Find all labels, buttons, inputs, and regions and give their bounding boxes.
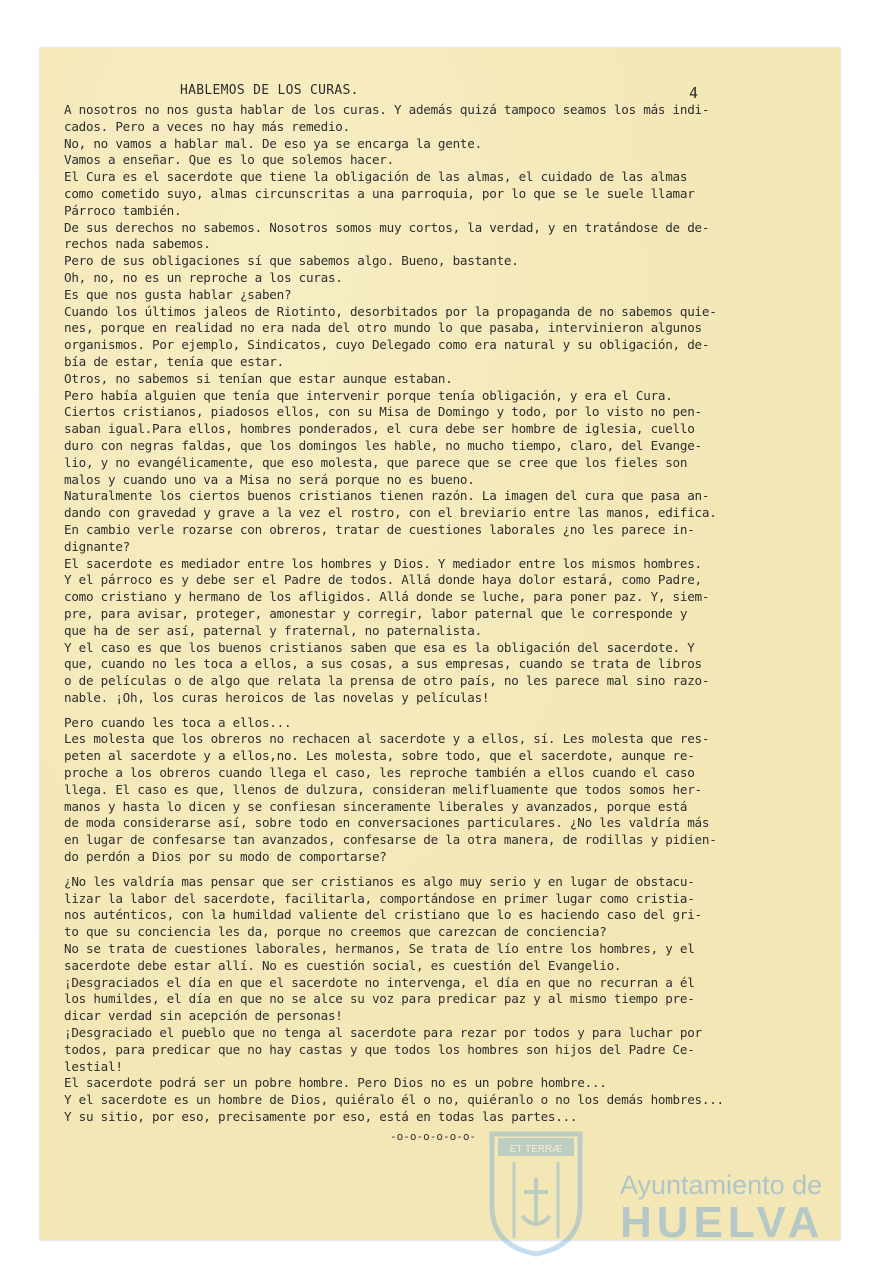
text-line: bía de estar, tenía que estar.	[64, 353, 284, 369]
text-line: El Cura es el sacerdote que tiene la obligación de las almas, el cuidado de las almas	[64, 169, 688, 185]
text-line: de moda considerarse así, sobre todo en conversaciones particulares. ¿No les valdría más	[64, 815, 710, 831]
document-title: HABLEMOS DE LOS CURAS.	[180, 83, 359, 98]
text-line: saban igual.Para ellos, hombres ponderados, el cura debe ser hombre de iglesia, cuello	[64, 421, 695, 437]
text-line: ¡Desgraciados el día en que el sacerdote no intervenga, el día en que no recurran a él	[64, 974, 695, 990]
text-line: nos auténticos, con la humildad valiente del cristiano que lo es haciendo caso del gri-	[64, 907, 702, 923]
text-line: Y su sitio, por eso, precisamente por eso, está en todas las partes...	[64, 1109, 578, 1125]
text-line: duro con negras faldas, que los domingos les hable, no mucho tiempo, claro, del Evange-	[64, 437, 702, 453]
text-line: Y el sacerdote es un hombre de Dios, quiéralo él o no, quiéranlo o no los demás hombres...	[64, 1092, 724, 1108]
text-line	[64, 866, 824, 874]
text-line: Ciertos cristianos, piadosos ellos, con su Misa de Domingo y todo, por lo visto no pen-	[64, 404, 702, 420]
text-line: Es que nos gusta hablar ¿saben?	[64, 286, 292, 302]
text-line: ¿No les valdría mas pensar que ser cristianos es algo muy serio y en lugar de obstacu-	[64, 873, 695, 889]
text-line: lio, y no evangélicamente, que eso molesta, que parece que se cree que los fieles son	[64, 454, 688, 470]
text-line: manos y hasta lo dicen y se confiesan sinceramente liberales y avanzados, porque está	[64, 798, 688, 814]
text-line: dando con gravedad y grave a la vez el rostro, con el breviario entre las manos, edifica.	[64, 505, 717, 521]
text-line: A nosotros no nos gusta hablar de los curas. Y además quizá tampoco seamos los más indi-	[64, 102, 710, 117]
text-line: los humildes, el día en que no se alce su voz para predicar paz y al mismo tiempo pre-	[64, 991, 695, 1007]
text-line: proche a los obreros cuando llega el caso, les reproche también a ellos cuando el caso	[64, 765, 695, 781]
text-line: en lugar de confesarse tan avanzados, confesarse de la otra manera, de rodillas y pidien-	[64, 832, 717, 848]
text-line: organismos. Por ejemplo, Sindicatos, cuyo Delegado como era natural y su obligación, de-	[64, 337, 710, 353]
text-line: Cuando los últimos jaleos de Riotinto, desorbitados por la propaganda de no sabemos quie-	[64, 303, 717, 319]
end-separator: -o-o-o-o-o-o-	[390, 1130, 477, 1143]
text-line: Pero cuando les toca a ellos...	[64, 714, 292, 730]
text-line: Otros, no sabemos si tenían que estar aunque estaban.	[64, 370, 453, 386]
text-line: nes, porque en realidad no era nada del otro mundo lo que pasaba, intervinieron algunos	[64, 320, 702, 336]
text-line: Párroco también.	[64, 202, 182, 218]
text-line: que, cuando no les toca a ellos, a sus cosas, a sus empresas, cuando se trata de libros	[64, 656, 702, 672]
text-line: nable. ¡Oh, los curas heroicos de las novelas y películas!	[64, 689, 490, 705]
text-line: El sacerdote es mediador entre los hombres y Dios. Y mediador entre los mismos hombres.	[64, 555, 702, 571]
text-line: como cristiano y hermano de los afligidos. Allá donde se luche, para poner paz. Y, siem-	[64, 589, 710, 605]
text-line: que ha de ser así, paternal y fraternal, no paternalista.	[64, 622, 482, 638]
text-line: Les molesta que los obreros no rechacen al sacerdote y a ellos, sí. Les molesta que res-	[64, 731, 710, 747]
text-line	[64, 707, 824, 715]
text-line: cados. Pero a veces no hay más remedio.	[64, 118, 350, 134]
text-line: como cometido suyo, almas circunscritas a una parroquia, por lo que se le suele llamar	[64, 185, 695, 201]
text-line: Naturalmente los ciertos buenos cristianos tienen razón. La imagen del cura que pasa an-	[64, 488, 710, 504]
text-line: Vamos a enseñar. Que es lo que solemos hacer.	[64, 152, 394, 168]
text-line: sacerdote debe estar allí. No es cuestión social, es cuestión del Evangelio.	[64, 957, 622, 973]
text-line: En cambio verle rozarse con obreros, tratar de cuestiones laborales ¿no les parece in-	[64, 521, 695, 537]
text-line: lizar la labor del sacerdote, facilitarla, comportándose en primer lugar como cristia-	[64, 890, 695, 906]
text-line: ¡Desgraciado el pueblo que no tenga al sacerdote para rezar por todos y para luchar por	[64, 1025, 702, 1041]
huelva-seal-watermark	[488, 1128, 584, 1258]
text-line: to que su conciencia les da, porque no creemos que carezcan de conciencia?	[64, 924, 607, 940]
text-line: malos y cuando uno va a Misa no será porque no es bueno.	[64, 471, 475, 487]
text-line: El sacerdote podrá ser un pobre hombre. Pero Dios no es un pobre hombre...	[64, 1075, 607, 1091]
text-line: dignante?	[64, 538, 130, 554]
text-line: De sus derechos no sabemos. Nosotros somos muy cortos, la verdad, y en tratándose de de-	[64, 219, 710, 235]
watermark-line2: HUELVA	[620, 1198, 825, 1247]
text-line: lestial!	[64, 1058, 123, 1074]
text-line: do perdón a Dios por su modo de comportarse?	[64, 849, 387, 865]
seal-text: ET TERRÆ	[509, 1144, 563, 1155]
text-line: todos, para predicar que no hay castas y que todos los hombres son hijos del Padre Ce-	[64, 1041, 695, 1057]
text-line: Y el párroco es y debe ser el Padre de todos. Allá donde haya dolor estará, como Padre,	[64, 572, 702, 588]
text-line: No se trata de cuestiones laborales, hermanos, Se trata de lío entre los hombres, y el	[64, 941, 695, 957]
text-line: Pero había alguien que tenía que intervenir porque tenía obligación, y era el Cura.	[64, 387, 673, 403]
watermark-line1: Ayuntamiento de	[620, 1170, 823, 1200]
text-line: o de películas o de algo que relata la prensa de otro país, no les parece mal sino razo-	[64, 673, 710, 689]
text-line: Y el caso es que los buenos cristianos saben que esa es la obligación del sacerdote. Y	[64, 639, 695, 655]
text-line: rechos nada sabemos.	[64, 236, 211, 252]
text-line: No, no vamos a hablar mal. De eso ya se encarga la gente.	[64, 135, 482, 151]
page-number: 4	[689, 84, 699, 102]
document-body	[64, 102, 824, 1126]
text-line: pre, para avisar, proteger, amonestar y corregir, labor paternal que le corresponde y	[64, 605, 688, 621]
text-line: Oh, no, no es un reproche a los curas.	[64, 269, 343, 285]
text-line: peten al sacerdote y a ellos,no. Les molesta, sobre todo, que el sacerdote, aunque re-	[64, 748, 695, 764]
text-line: llega. El caso es que, llenos de dulzura, consideran melifluamente que todos somos her-	[64, 781, 702, 797]
text-line: dicar verdad sin acepción de personas!	[64, 1008, 343, 1024]
text-line: Pero de sus obligaciones sí que sabemos algo. Bueno, bastante.	[64, 253, 519, 269]
